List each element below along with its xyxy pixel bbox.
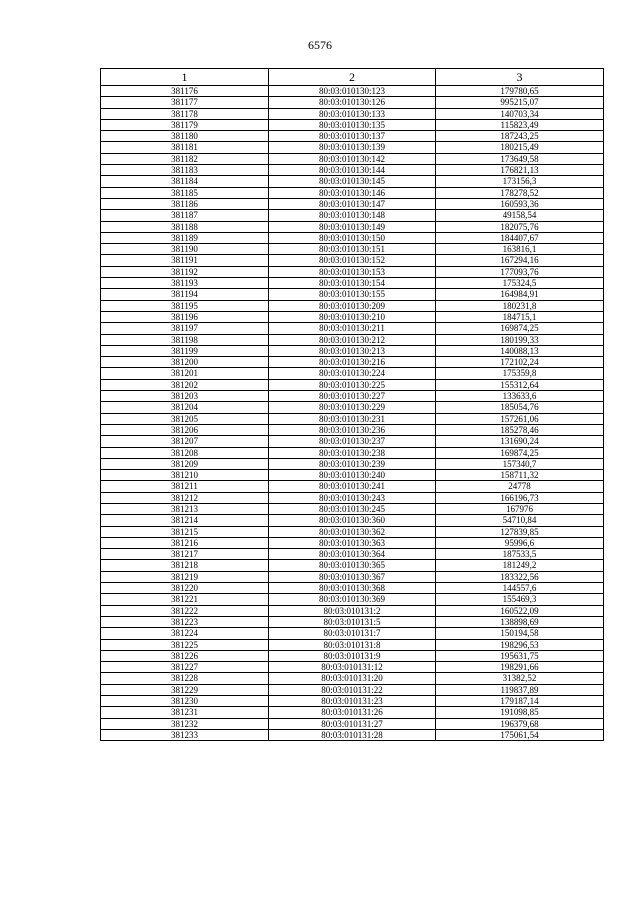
cell-value: 184407,67	[436, 232, 604, 243]
table-row	[101, 436, 604, 447]
cell-record-number: 381205	[101, 413, 269, 424]
cell-cadastral-number: 80:03:010131:26	[269, 707, 436, 718]
cell-cadastral-number: 80:03:010130:231	[269, 413, 436, 424]
cell-value: 150194,58	[436, 628, 604, 639]
cell-value: 196379,68	[436, 718, 604, 729]
table-row	[101, 357, 604, 368]
cell-record-number: 381214	[101, 515, 269, 526]
cell-value: 180199,33	[436, 334, 604, 345]
cell-value: 158711,32	[436, 470, 604, 481]
table-row	[101, 311, 604, 322]
cell-cadastral-number: 80:03:010130:145	[269, 176, 436, 187]
cell-value: 198296,53	[436, 639, 604, 650]
cell-record-number: 381206	[101, 424, 269, 435]
cell-value: 140088,13	[436, 345, 604, 356]
cell-record-number: 381216	[101, 537, 269, 548]
cell-record-number: 381229	[101, 684, 269, 695]
cell-value: 160522,09	[436, 605, 604, 616]
cell-value: 169874,25	[436, 323, 604, 334]
cell-value: 182075,76	[436, 221, 604, 232]
cell-cadastral-number: 80:03:010130:240	[269, 470, 436, 481]
table-row	[101, 210, 604, 221]
cell-value: 175324,5	[436, 278, 604, 289]
cell-record-number: 381201	[101, 368, 269, 379]
table-row	[101, 594, 604, 605]
table-row	[101, 368, 604, 379]
cell-cadastral-number: 80:03:010130:238	[269, 447, 436, 458]
cell-record-number: 381188	[101, 221, 269, 232]
header-row	[101, 69, 604, 86]
cell-record-number: 381181	[101, 142, 269, 153]
cell-value: 184715,1	[436, 311, 604, 322]
table-row	[101, 458, 604, 469]
table-header	[101, 69, 604, 86]
table-row	[101, 153, 604, 164]
cell-cadastral-number: 80:03:010130:153	[269, 266, 436, 277]
table-row	[101, 300, 604, 311]
table-row	[101, 86, 604, 97]
cell-record-number: 381208	[101, 447, 269, 458]
cell-record-number: 381198	[101, 334, 269, 345]
header-col-2: 2	[269, 69, 436, 86]
table-row	[101, 221, 604, 232]
cell-cadastral-number: 80:03:010131:20	[269, 673, 436, 684]
table-row	[101, 560, 604, 571]
cell-value: 138898,69	[436, 616, 604, 627]
cell-cadastral-number: 80:03:010130:135	[269, 119, 436, 130]
table-row	[101, 165, 604, 176]
cell-value: 157340,7	[436, 458, 604, 469]
cell-record-number: 381225	[101, 639, 269, 650]
table-row	[101, 470, 604, 481]
cell-cadastral-number: 80:03:010130:243	[269, 492, 436, 503]
cell-cadastral-number: 80:03:010130:210	[269, 311, 436, 322]
table-row	[101, 255, 604, 266]
cell-record-number: 381194	[101, 289, 269, 300]
table-row	[101, 447, 604, 458]
cell-value: 180215,49	[436, 142, 604, 153]
cell-record-number: 381212	[101, 492, 269, 503]
cell-cadastral-number: 80:03:010130:150	[269, 232, 436, 243]
table-row	[101, 232, 604, 243]
table-row	[101, 266, 604, 277]
cell-value: 198291,66	[436, 662, 604, 673]
table-row	[101, 278, 604, 289]
cell-record-number: 381191	[101, 255, 269, 266]
cell-cadastral-number: 80:03:010130:151	[269, 244, 436, 255]
cell-record-number: 381196	[101, 311, 269, 322]
cell-cadastral-number: 80:03:010131:7	[269, 628, 436, 639]
cell-value: 24778	[436, 481, 604, 492]
table-row	[101, 379, 604, 390]
cell-cadastral-number: 80:03:010130:368	[269, 583, 436, 594]
cell-cadastral-number: 80:03:010130:155	[269, 289, 436, 300]
cell-value: 185278,46	[436, 424, 604, 435]
cell-value: 178278,52	[436, 187, 604, 198]
cell-record-number: 381202	[101, 379, 269, 390]
cell-value: 173156,3	[436, 176, 604, 187]
table-row	[101, 176, 604, 187]
cell-record-number: 381232	[101, 718, 269, 729]
cell-value: 185054,76	[436, 402, 604, 413]
cell-cadastral-number: 80:03:010131:12	[269, 662, 436, 673]
cell-record-number: 381203	[101, 391, 269, 402]
cell-cadastral-number: 80:03:010130:216	[269, 357, 436, 368]
cell-record-number: 381190	[101, 244, 269, 255]
cell-cadastral-number: 80:03:010130:369	[269, 594, 436, 605]
cell-value: 95996,6	[436, 537, 604, 548]
cell-record-number: 381217	[101, 549, 269, 560]
cell-cadastral-number: 80:03:010130:212	[269, 334, 436, 345]
cell-value: 187533,5	[436, 549, 604, 560]
table-row	[101, 718, 604, 729]
cell-value: 155312,64	[436, 379, 604, 390]
cell-record-number: 381219	[101, 571, 269, 582]
cell-value: 169874,25	[436, 447, 604, 458]
cell-record-number: 381182	[101, 153, 269, 164]
cell-cadastral-number: 80:03:010130:363	[269, 537, 436, 548]
cell-value: 187243,25	[436, 131, 604, 142]
table-row	[101, 662, 604, 673]
cell-cadastral-number: 80:03:010130:236	[269, 424, 436, 435]
cell-value: 133633,6	[436, 391, 604, 402]
cell-record-number: 381223	[101, 616, 269, 627]
cell-cadastral-number: 80:03:010131:2	[269, 605, 436, 616]
cell-cadastral-number: 80:03:010130:149	[269, 221, 436, 232]
cell-cadastral-number: 80:03:010130:126	[269, 97, 436, 108]
cell-record-number: 381220	[101, 583, 269, 594]
cell-cadastral-number: 80:03:010131:23	[269, 696, 436, 707]
table-row	[101, 492, 604, 503]
cell-record-number: 381222	[101, 605, 269, 616]
cell-record-number: 381227	[101, 662, 269, 673]
cell-cadastral-number: 80:03:010131:8	[269, 639, 436, 650]
cell-record-number: 381179	[101, 119, 269, 130]
cell-record-number: 381233	[101, 729, 269, 740]
table-row	[101, 244, 604, 255]
cell-cadastral-number: 80:03:010130:245	[269, 503, 436, 514]
cell-record-number: 381183	[101, 165, 269, 176]
cell-cadastral-number: 80:03:010130:237	[269, 436, 436, 447]
table-row	[101, 537, 604, 548]
cell-cadastral-number: 80:03:010130:152	[269, 255, 436, 266]
table-row	[101, 142, 604, 153]
cell-cadastral-number: 80:03:010130:211	[269, 323, 436, 334]
cell-record-number: 381224	[101, 628, 269, 639]
table-row	[101, 391, 604, 402]
cell-cadastral-number: 80:03:010130:227	[269, 391, 436, 402]
cell-value: 144557,6	[436, 583, 604, 594]
cell-value: 160593,36	[436, 198, 604, 209]
table-row	[101, 334, 604, 345]
cell-cadastral-number: 80:03:010130:224	[269, 368, 436, 379]
cell-cadastral-number: 80:03:010130:147	[269, 198, 436, 209]
cell-value: 179780,65	[436, 86, 604, 97]
table-row	[101, 108, 604, 119]
cell-cadastral-number: 80:03:010130:139	[269, 142, 436, 153]
cell-value: 179187,14	[436, 696, 604, 707]
cell-value: 49158,54	[436, 210, 604, 221]
table-row	[101, 481, 604, 492]
table-row	[101, 526, 604, 537]
table-row	[101, 616, 604, 627]
cell-cadastral-number: 80:03:010130:229	[269, 402, 436, 413]
cell-cadastral-number: 80:03:010130:148	[269, 210, 436, 221]
cell-record-number: 381177	[101, 97, 269, 108]
header-col-3: 3	[436, 69, 604, 86]
table-row	[101, 729, 604, 740]
cell-record-number: 381187	[101, 210, 269, 221]
cell-value: 127839,85	[436, 526, 604, 537]
cell-value: 155469,3	[436, 594, 604, 605]
cell-record-number: 381210	[101, 470, 269, 481]
cell-value: 119837,89	[436, 684, 604, 695]
cell-cadastral-number: 80:03:010130:367	[269, 571, 436, 582]
cell-cadastral-number: 80:03:010131:22	[269, 684, 436, 695]
cell-cadastral-number: 80:03:010130:365	[269, 560, 436, 571]
cell-cadastral-number: 80:03:010130:209	[269, 300, 436, 311]
cell-record-number: 381197	[101, 323, 269, 334]
table-row	[101, 684, 604, 695]
table-row	[101, 605, 604, 616]
cell-value: 163816,1	[436, 244, 604, 255]
cell-cadastral-number: 80:03:010131:9	[269, 650, 436, 661]
table-row	[101, 187, 604, 198]
registry-table	[100, 68, 604, 741]
table-row	[101, 549, 604, 560]
table-row	[101, 583, 604, 594]
cell-record-number: 381215	[101, 526, 269, 537]
cell-value: 167976	[436, 503, 604, 514]
table-row	[101, 289, 604, 300]
cell-record-number: 381204	[101, 402, 269, 413]
cell-record-number: 381221	[101, 594, 269, 605]
cell-value: 164984,91	[436, 289, 604, 300]
table-row	[101, 413, 604, 424]
cell-value: 183322,56	[436, 571, 604, 582]
cell-value: 140703,34	[436, 108, 604, 119]
table-body	[101, 86, 604, 741]
cell-record-number: 381185	[101, 187, 269, 198]
cell-record-number: 381195	[101, 300, 269, 311]
table-row	[101, 345, 604, 356]
cell-cadastral-number: 80:03:010130:123	[269, 86, 436, 97]
table-row	[101, 97, 604, 108]
cell-cadastral-number: 80:03:010130:146	[269, 187, 436, 198]
table-row	[101, 696, 604, 707]
table-row	[101, 503, 604, 514]
cell-record-number: 381207	[101, 436, 269, 447]
cell-record-number: 381226	[101, 650, 269, 661]
cell-cadastral-number: 80:03:010130:239	[269, 458, 436, 469]
cell-cadastral-number: 80:03:010131:28	[269, 729, 436, 740]
table-row	[101, 323, 604, 334]
table-row	[101, 650, 604, 661]
cell-value: 177093,76	[436, 266, 604, 277]
cell-cadastral-number: 80:03:010130:362	[269, 526, 436, 537]
table-row	[101, 673, 604, 684]
cell-cadastral-number: 80:03:010130:154	[269, 278, 436, 289]
table-row	[101, 424, 604, 435]
cell-value: 115823,49	[436, 119, 604, 130]
cell-value: 191098,85	[436, 707, 604, 718]
cell-cadastral-number: 80:03:010130:225	[269, 379, 436, 390]
cell-record-number: 381189	[101, 232, 269, 243]
cell-value: 175359,8	[436, 368, 604, 379]
cell-value: 172102,24	[436, 357, 604, 368]
cell-cadastral-number: 80:03:010131:27	[269, 718, 436, 729]
header-col-1: 1	[101, 69, 269, 86]
cell-value: 175061,54	[436, 729, 604, 740]
cell-record-number: 381192	[101, 266, 269, 277]
table-row	[101, 628, 604, 639]
cell-value: 166196,73	[436, 492, 604, 503]
table-row	[101, 198, 604, 209]
table-row	[101, 402, 604, 413]
cell-cadastral-number: 80:03:010130:137	[269, 131, 436, 142]
cell-value: 31382,52	[436, 673, 604, 684]
cell-record-number: 381178	[101, 108, 269, 119]
cell-record-number: 381230	[101, 696, 269, 707]
cell-value: 180231,8	[436, 300, 604, 311]
table-row	[101, 119, 604, 130]
cell-value: 131690,24	[436, 436, 604, 447]
cell-record-number: 381211	[101, 481, 269, 492]
cell-record-number: 381193	[101, 278, 269, 289]
table-row	[101, 639, 604, 650]
cell-value: 195631,75	[436, 650, 604, 661]
cell-value: 181249,2	[436, 560, 604, 571]
cell-record-number: 381176	[101, 86, 269, 97]
table-row	[101, 571, 604, 582]
cell-record-number: 381218	[101, 560, 269, 571]
table-row	[101, 707, 604, 718]
cell-record-number: 381200	[101, 357, 269, 368]
cell-record-number: 381228	[101, 673, 269, 684]
cell-cadastral-number: 80:03:010130:360	[269, 515, 436, 526]
cell-cadastral-number: 80:03:010130:241	[269, 481, 436, 492]
table-row	[101, 515, 604, 526]
cell-value: 167294,16	[436, 255, 604, 266]
cell-value: 157261,06	[436, 413, 604, 424]
cell-record-number: 381213	[101, 503, 269, 514]
cell-value: 995215,07	[436, 97, 604, 108]
cell-record-number: 381231	[101, 707, 269, 718]
cell-value: 173649,58	[436, 153, 604, 164]
cell-cadastral-number: 80:03:010130:213	[269, 345, 436, 356]
cell-record-number: 381209	[101, 458, 269, 469]
cell-record-number: 381184	[101, 176, 269, 187]
cell-record-number: 381180	[101, 131, 269, 142]
table-row	[101, 131, 604, 142]
cell-record-number: 381186	[101, 198, 269, 209]
cell-cadastral-number: 80:03:010130:364	[269, 549, 436, 560]
cell-cadastral-number: 80:03:010130:142	[269, 153, 436, 164]
page-number: 6576	[308, 38, 332, 52]
cell-value: 176821,13	[436, 165, 604, 176]
cell-value: 54710,84	[436, 515, 604, 526]
cell-record-number: 381199	[101, 345, 269, 356]
cell-cadastral-number: 80:03:010130:133	[269, 108, 436, 119]
cell-cadastral-number: 80:03:010131:5	[269, 616, 436, 627]
cell-cadastral-number: 80:03:010130:144	[269, 165, 436, 176]
